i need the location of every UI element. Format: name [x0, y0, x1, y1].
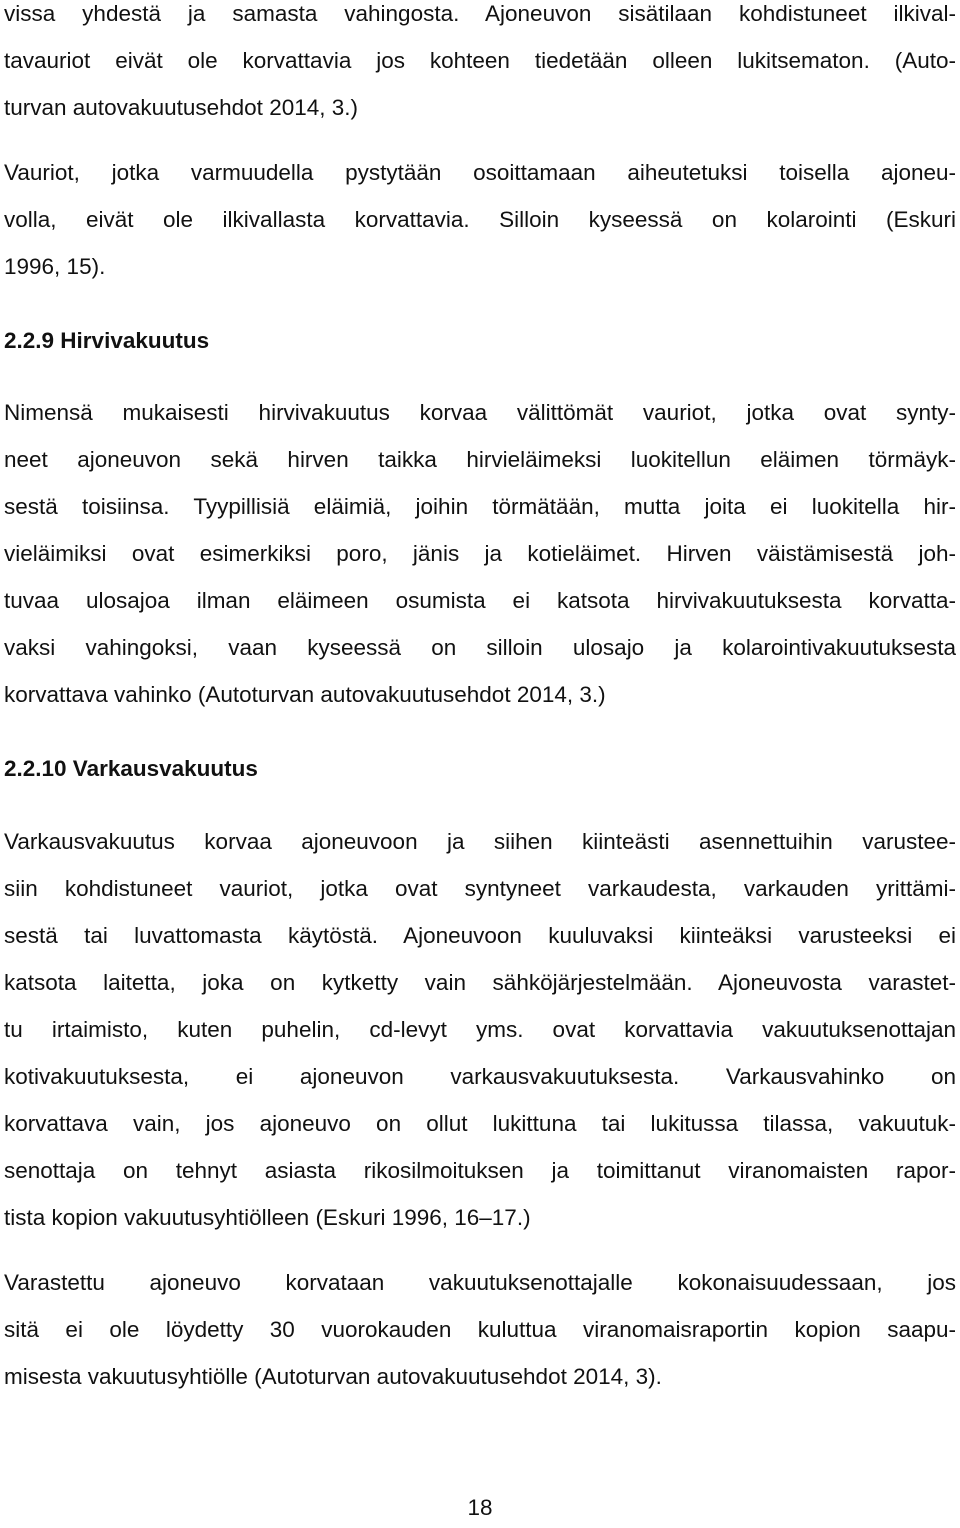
paragraph-varkausvakuutus [4, 822, 956, 1245]
text-line: tavauriot eivät ole korvattavia jos kohteen tiedetään olleen lukitsematon. (Auto- [4, 48, 956, 73]
text-line: kotivakuutuksesta, ei ajoneuvon varkausvakuutuksesta. Varkausvahinko on [4, 1064, 956, 1089]
text-line: senottaja on tehnyt asiasta rikosilmoituksen ja toimittanut viranomaisten rapor- [4, 1158, 956, 1183]
text-line: sestä tai luvattomasta käytöstä. Ajoneuvoon kuuluvaksi kiinteäksi varusteeksi ei [4, 923, 956, 948]
text-line: neet ajoneuvon sekä hirven taikka hirvieläimeksi luokitellun eläimen törmäyk- [4, 447, 956, 472]
text-line: siin kohdistuneet vauriot, jotka ovat syntyneet varkaudesta, varkauden yrittämi- [4, 876, 956, 901]
text-line: sitä ei ole löydetty 30 vuorokauden kuluttua viranomaisraportin kopion saapu- [4, 1317, 956, 1342]
text-line: Varkausvakuutus korvaa ajoneuvoon ja siihen kiinteästi asennettuihin varustee- [4, 829, 956, 854]
text-line: Varastettu ajoneuvo korvataan vakuutuksenottajalle kokonaisuudessaan, jos [4, 1270, 956, 1295]
page-number: 18 [467, 1495, 493, 1520]
text-line: katsota laitetta, joka on kytketty vain sähköjärjestelmään. Ajoneuvosta varastet- [4, 970, 956, 995]
text-line: korvattava vahinko (Autoturvan autovakuutusehdot 2014, 3.) [4, 682, 606, 707]
paragraph-collision-damage [4, 153, 956, 294]
text-line: tu irtaimisto, kuten puhelin, cd-levyt yms. ovat korvattavia vakuutuksenottajan [4, 1017, 956, 1042]
text-line: Vauriot, jotka varmuudella pystytään osoittamaan aiheutetuksi toisella ajoneu- [4, 160, 956, 185]
text-line: tuvaa ulosajoa ilman eläimeen osumista ei katsota hirvivakuutuksesta korvatta- [4, 588, 956, 613]
text-line: misesta vakuutusyhtiölle (Autoturvan autovakuutusehdot 2014, 3). [4, 1364, 662, 1389]
paragraph-hirvivakuutus [4, 393, 956, 722]
text-line: Nimensä mukaisesti hirvivakuutus korvaa välittömät vauriot, jotka ovat synty- [4, 400, 956, 425]
text-line: volla, eivät ole ilkivallasta korvattavia. Silloin kyseessä on kolarointi (Eskuri [4, 207, 956, 232]
text-line: sestä toisiinsa. Tyypillisiä eläimiä, joihin törmätään, mutta joita ei luokitella hir- [4, 494, 956, 519]
text-line: tista kopion vakuutusyhtiölleen (Eskuri 1996, 16–17.) [4, 1205, 531, 1230]
section-heading-varkausvakuutus: 2.2.10 Varkausvakuutus [4, 756, 258, 781]
text-line: korvattava vain, jos ajoneuvo on ollut lukittuna tai lukitussa tilassa, vakuutuk- [4, 1111, 956, 1136]
text-line: vissa yhdestä ja samasta vahingosta. Ajoneuvon sisätilaan kohdistuneet ilkival- [4, 1, 956, 26]
text-line: vieläimiksi ovat esimerkiksi poro, jänis ja kotieläimet. Hirven väistämisestä joh- [4, 541, 956, 566]
text-line: vaksi vahingoksi, vaan kyseessä on silloin ulosajo ja kolarointivakuutuksesta [4, 635, 956, 660]
paragraph-stolen-vehicle [4, 1263, 956, 1404]
text-line: turvan autovakuutusehdot 2014, 3.) [4, 95, 359, 120]
paragraph-vandalism-continued [4, 0, 956, 135]
text-line: 1996, 15). [4, 254, 106, 279]
section-heading-hirvivakuutus: 2.2.9 Hirvivakuutus [4, 328, 210, 353]
